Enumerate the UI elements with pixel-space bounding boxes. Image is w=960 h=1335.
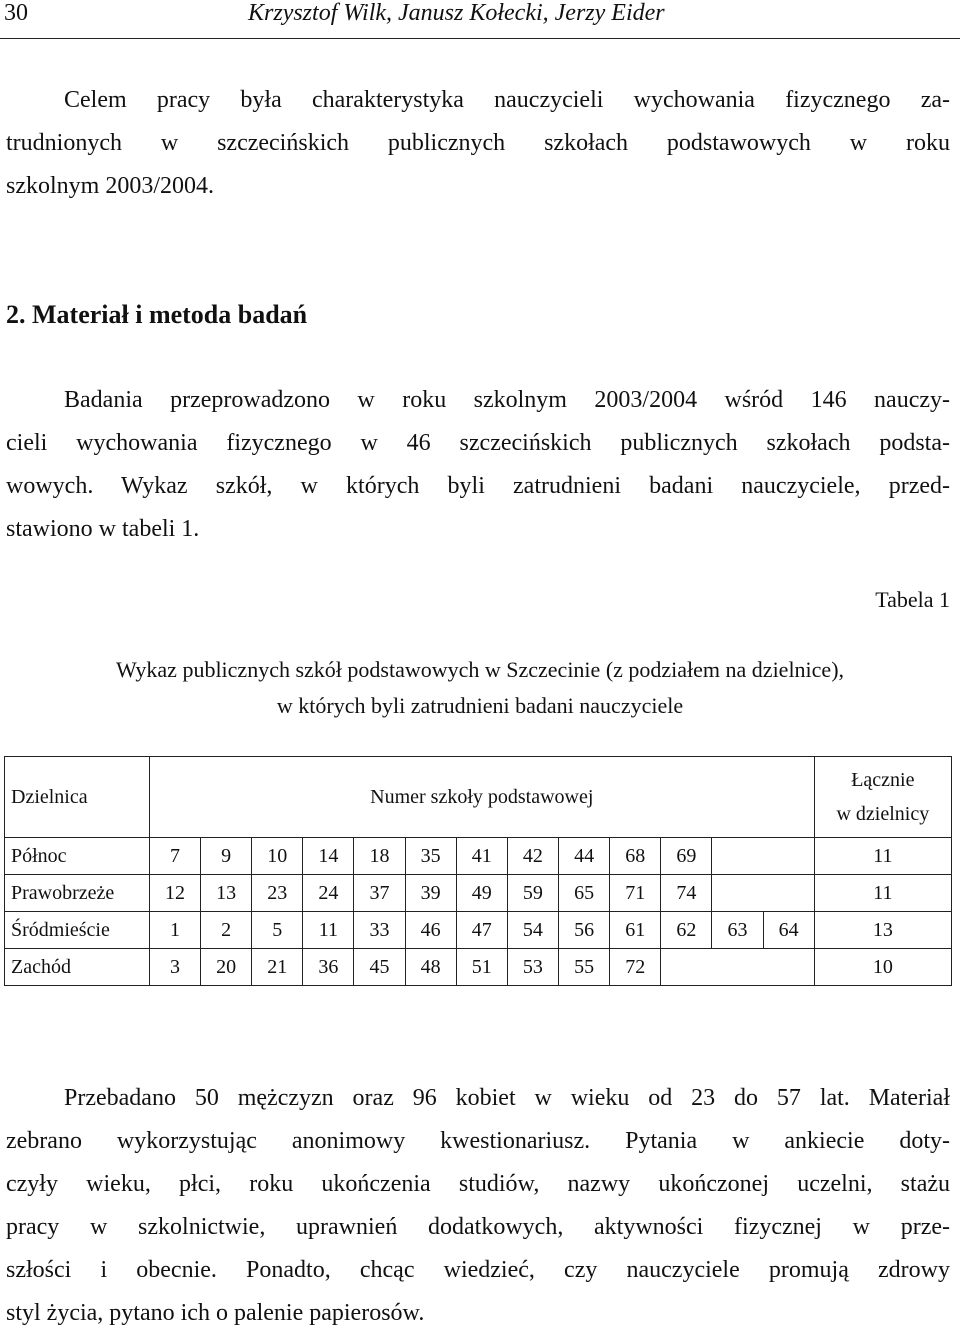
text-line: trudnionych w szczecińskich publicznych szkołach podstawowych w roku <box>6 130 950 156</box>
table-row <box>5 912 952 949</box>
school-number-cell: 63 <box>712 912 763 949</box>
district-cell: Prawobrzeże <box>5 875 150 912</box>
school-number-cell: 13 <box>201 875 252 912</box>
school-number-cell: 21 <box>252 949 303 986</box>
table-caption-line: w których byli zatrudnieni badani nauczyciele <box>276 693 684 718</box>
empty-cell <box>763 875 814 912</box>
school-number-cell: 14 <box>303 838 354 875</box>
header-district: Dzielnica <box>5 757 150 838</box>
school-number-cell: 18 <box>354 838 405 875</box>
text-line: Badania przeprowadzono w roku szkolnym 2003/2004 wśród 146 nauczy- <box>64 387 950 413</box>
methods-paragraph <box>6 379 950 551</box>
school-number-cell: 2 <box>201 912 252 949</box>
school-number-cell: 35 <box>405 838 456 875</box>
empty-cell <box>763 949 814 986</box>
table-caption-line: Wykaz publicznych szkół podstawowych w Szczecinie (z podziałem na dzielnice), <box>115 657 845 682</box>
school-number-cell: 65 <box>559 875 610 912</box>
school-number-cell: 74 <box>661 875 712 912</box>
text-line: Przebadano 50 mężczyzn oraz 96 kobiet w wieku od 23 do 57 lat. Materiał <box>64 1085 950 1111</box>
text-line: Celem pracy była charakterystyka nauczycieli wychowania fizycznego za- <box>64 87 950 113</box>
closing-paragraph <box>6 1077 950 1335</box>
school-number-cell: 61 <box>610 912 661 949</box>
district-total-cell: 11 <box>814 875 951 912</box>
school-number-cell: 53 <box>507 949 558 986</box>
text-line: zebrano wykorzystując anonimowy kwestionariusz. Pytania w ankiecie doty- <box>6 1128 950 1154</box>
district-total-cell: 10 <box>814 949 951 986</box>
section-title: 2. Materiał i metoda badań <box>6 300 308 329</box>
district-cell: Zachód <box>5 949 150 986</box>
school-number-cell: 3 <box>149 949 200 986</box>
school-number-cell: 68 <box>610 838 661 875</box>
school-number-cell: 41 <box>456 838 507 875</box>
text-line: styl życia, pytano ich o palenie papierosów. <box>6 1300 425 1326</box>
school-number-cell: 64 <box>763 912 814 949</box>
school-number-cell: 62 <box>661 912 712 949</box>
header-total-line: w dzielnicy <box>836 803 930 825</box>
schools-table <box>4 756 952 986</box>
school-number-cell: 45 <box>354 949 405 986</box>
district-cell: Śródmieście <box>5 912 150 949</box>
table-row <box>5 949 952 986</box>
text-line: szłości i obecnie. Ponadto, chcąc wiedzieć, czy nauczyciele promują zdrowy <box>6 1257 950 1283</box>
empty-cell <box>763 838 814 875</box>
text-line: szkolnym 2003/2004. <box>6 173 214 199</box>
school-number-cell: 55 <box>559 949 610 986</box>
table-row <box>5 838 952 875</box>
school-number-cell: 20 <box>201 949 252 986</box>
school-number-cell: 9 <box>201 838 252 875</box>
school-number-cell: 33 <box>354 912 405 949</box>
empty-cell <box>712 949 763 986</box>
school-number-cell: 37 <box>354 875 405 912</box>
district-total-cell: 13 <box>814 912 951 949</box>
school-number-cell: 48 <box>405 949 456 986</box>
school-number-cell: 51 <box>456 949 507 986</box>
text-line: wowych. Wykaz szkół, w których byli zatrudnieni badani nauczyciele, przed- <box>6 473 950 499</box>
school-number-cell: 39 <box>405 875 456 912</box>
table-caption <box>0 652 960 724</box>
header-rule <box>0 38 960 39</box>
table-row <box>5 875 952 912</box>
page-number: 30 <box>4 0 28 26</box>
school-number-cell: 49 <box>456 875 507 912</box>
school-number-cell: 56 <box>559 912 610 949</box>
school-number-cell: 12 <box>149 875 200 912</box>
school-number-cell: 10 <box>252 838 303 875</box>
school-number-cell: 42 <box>507 838 558 875</box>
district-cell: Północ <box>5 838 150 875</box>
table-label: Tabela 1 <box>875 587 950 612</box>
school-number-cell: 24 <box>303 875 354 912</box>
empty-cell <box>712 838 763 875</box>
header-total <box>814 757 951 838</box>
empty-cell <box>661 949 712 986</box>
district-total-cell: 11 <box>814 838 951 875</box>
school-number-cell: 11 <box>303 912 354 949</box>
school-number-cell: 71 <box>610 875 661 912</box>
header-total-line: Łącznie <box>851 769 915 791</box>
intro-paragraph <box>6 79 950 208</box>
text-line: pracy w szkolnictwie, uprawnień dodatkowych, aktywności fizycznej w prze- <box>6 1214 950 1240</box>
school-number-cell: 44 <box>559 838 610 875</box>
school-number-cell: 46 <box>405 912 456 949</box>
school-number-cell: 72 <box>610 949 661 986</box>
empty-cell <box>712 875 763 912</box>
text-line: czyły wieku, płci, roku ukończenia studiów, nazwy ukończonej uczelni, stażu <box>6 1171 950 1197</box>
text-line: stawiono w tabeli 1. <box>6 516 200 542</box>
school-number-cell: 23 <box>252 875 303 912</box>
school-number-cell: 69 <box>661 838 712 875</box>
school-number-cell: 54 <box>507 912 558 949</box>
school-number-cell: 47 <box>456 912 507 949</box>
running-head-authors: Krzysztof Wilk, Janusz Kołecki, Jerzy Eider <box>248 0 665 26</box>
text-line: cieli wychowania fizycznego w 46 szczecińskich publicznych szkołach podsta- <box>6 430 950 456</box>
school-number-cell: 7 <box>149 838 200 875</box>
header-school-number: Numer szkoły podstawowej <box>149 757 814 838</box>
school-number-cell: 36 <box>303 949 354 986</box>
table-header-row <box>5 757 952 838</box>
school-number-cell: 5 <box>252 912 303 949</box>
page-header <box>0 0 960 40</box>
school-number-cell: 1 <box>149 912 200 949</box>
school-number-cell: 59 <box>507 875 558 912</box>
